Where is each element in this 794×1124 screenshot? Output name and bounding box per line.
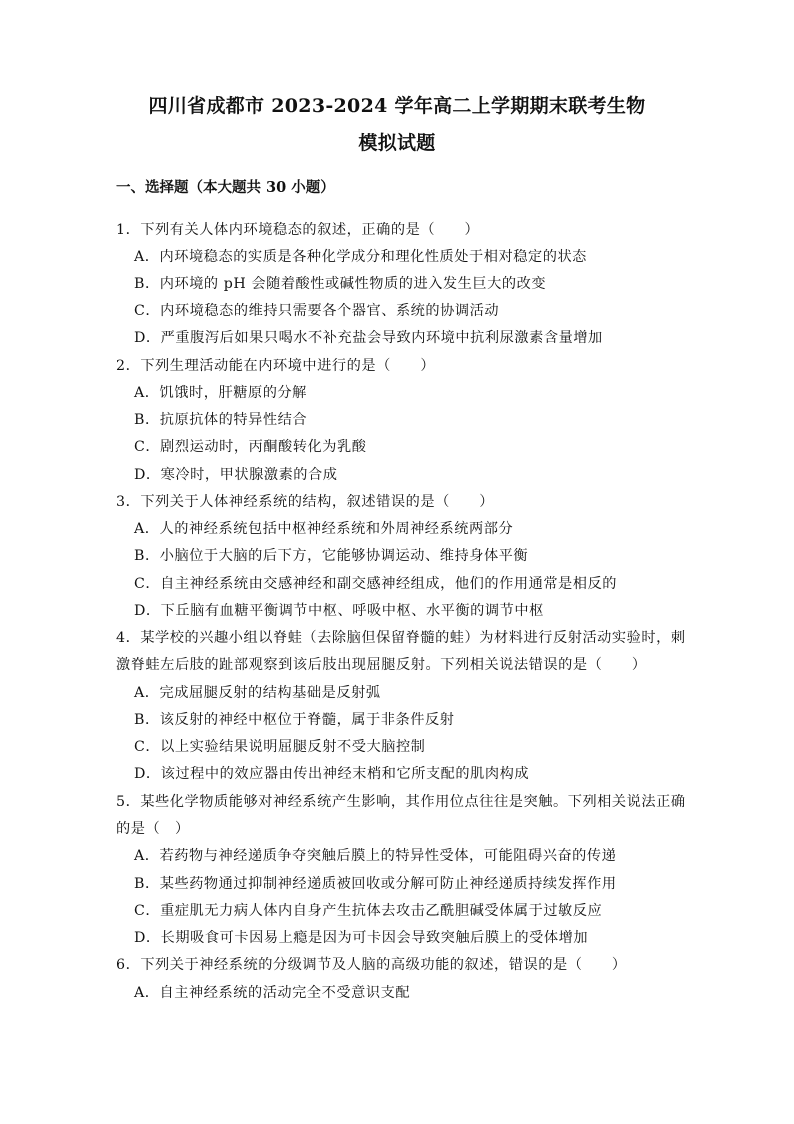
question-2-option-a: A．饥饿时，肝糖原的分解 bbox=[134, 385, 307, 401]
question-2-stem: 2．下列生理活动能在内环境中进行的是（ ） bbox=[116, 358, 436, 374]
question-5-option-c: C．重症肌无力病人体内自身产生抗体去攻击乙酰胆碱受体属于过敏反应 bbox=[134, 903, 603, 919]
question-3-option-c: C．自主神经系统由交感神经和副交感神经组成，他们的作用通常是相反的 bbox=[134, 576, 618, 592]
question-4-stem-line-1: 4．某学校的兴趣小组以脊蛙（去除脑但保留脊髓的蛙）为材料进行反射活动实验时，刺 bbox=[116, 630, 686, 646]
exam-title-line-2: 模拟试题 bbox=[358, 132, 436, 154]
question-4-option-d: D．该过程中的效应器由传出神经末梢和它所支配的肌肉构成 bbox=[134, 766, 530, 782]
question-5-option-a: A．若药物与神经递质争夺突触后膜上的特异性受体，可能阻碍兴奋的传递 bbox=[134, 848, 617, 864]
question-2-option-d: D．寒冷时，甲状腺激素的合成 bbox=[134, 467, 338, 483]
question-4-option-c: C．以上实验结果说明屈腿反射不受大脑控制 bbox=[134, 739, 426, 755]
question-4-stem-line-2: 激脊蛙左后肢的趾部观察到该后肢出现屈腿反射。下列相关说法错误的是（ ） bbox=[116, 657, 647, 673]
question-6-stem: 6．下列关于神经系统的分级调节及人脑的高级功能的叙述，错误的是（ ） bbox=[116, 957, 627, 973]
question-3-option-d: D．下丘脑有血糖平衡调节中枢、呼吸中枢、水平衡的调节中枢 bbox=[134, 603, 544, 619]
question-1-option-d: D．严重腹泻后如果只喝水不补充盐会导致内环境中抗利尿激素含量增加 bbox=[134, 330, 603, 346]
question-1-option-a: A．内环境稳态的实质是各种化学成分和理化性质处于相对稳定的状态 bbox=[134, 249, 587, 265]
exam-title-line-1: 四川省成都市 2023-2024 学年高二上学期期末联考生物 bbox=[148, 95, 646, 117]
question-6-option-a: A．自主神经系统的活动完全不受意识支配 bbox=[134, 985, 411, 1001]
question-4-option-a: A．完成屈腿反射的结构基础是反射弧 bbox=[134, 685, 381, 701]
question-1-option-c: C．内环境稳态的维持只需要各个器官、系统的协调活动 bbox=[134, 303, 500, 319]
question-2-option-b: B．抗原抗体的特异性结合 bbox=[134, 412, 308, 428]
question-5-option-d: D．长期吸食可卡因易上瘾是因为可卡因会导致突触后膜上的受体增加 bbox=[134, 930, 589, 946]
question-3-stem: 3．下列关于人体神经系统的结构，叙述错误的是（ ） bbox=[116, 494, 495, 510]
section-heading: 一、选择题（本大题共 30 小题） bbox=[116, 179, 335, 196]
question-5-stem-line-1: 5．某些化学物质能够对神经系统产生影响，其作用位点往往是突触。下列相关说法正确 bbox=[116, 794, 686, 810]
question-4-option-b: B．该反射的神经中枢位于脊髓，属于非条件反射 bbox=[134, 712, 455, 728]
question-3-option-a: A．人的神经系统包括中枢神经系统和外周神经系统两部分 bbox=[134, 521, 514, 537]
question-3-option-b: B．小脑位于大脑的后下方，它能够协调运动、维持身体平衡 bbox=[134, 548, 529, 564]
question-1-option-b: B．内环境的 pH 会随着酸性或碱性物质的进入发生巨大的改变 bbox=[134, 276, 547, 292]
question-2-option-c: C．剧烈运动时，丙酮酸转化为乳酸 bbox=[134, 439, 367, 455]
question-1-stem: 1．下列有关人体内环境稳态的叙述，正确的是（ ） bbox=[116, 222, 480, 238]
question-5-stem-line-2: 的是（ ） bbox=[116, 821, 190, 837]
question-5-option-b: B．某些药物通过抑制神经递质被回收或分解可防止神经递质持续发挥作用 bbox=[134, 876, 617, 892]
